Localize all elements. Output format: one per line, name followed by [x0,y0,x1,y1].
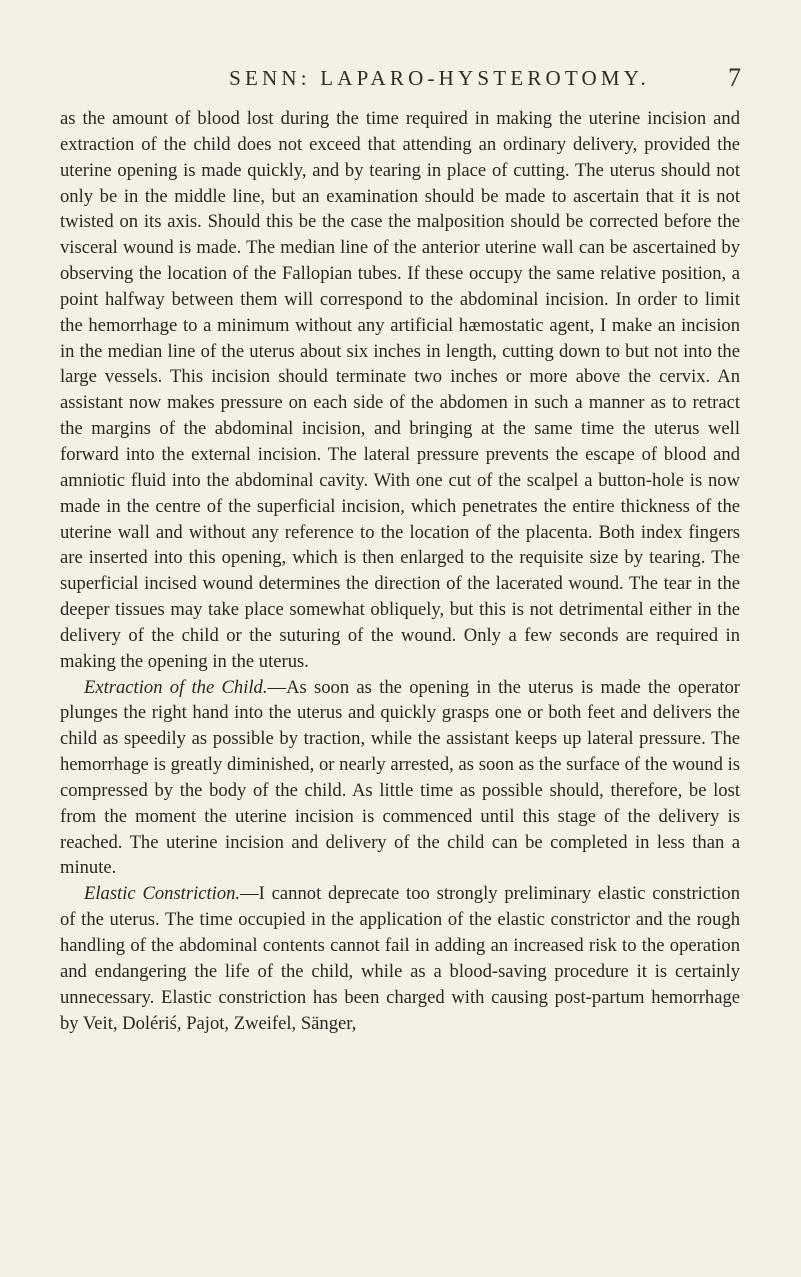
paragraph [60,881,740,1036]
running-title: SENN: LAPARO-HYSTEROTOMY. [229,65,650,90]
paragraph [60,675,740,882]
section-heading: Elastic Constriction. [84,883,241,905]
page-number: 7 [728,63,741,92]
paragraph-text: —As soon as the opening in the uterus is made the operator plunges the right hand into the uterus and quickly grasps one or both feet and delivers the child as speedily as possible by traction, while the assistant keeps up lateral pressure. The hemorrhage is greatly diminished, or nearly arrested, as soon as the surface of the wound is compressed by the body of the child. As little time as possible should, therefore, be lost from the moment the uterine incision is commenced until this stage of the delivery is reached. The uterine incision and delivery of the child can be completed in less than a minute. [60,676,740,879]
paragraph [60,106,740,675]
section-heading: Extraction of the Child. [84,676,268,698]
paragraph-text: as the amount of blood lost during the time required in making the uterine incision and extraction of the child does not exceed that attending an ordinary delivery, provided the uterine opening is made quickly, and by tearing in place of cutting. The uterus should not only be in the middle line, but an examination should be made to ascertain that it is not twisted on its axis. Should this be the case the malposition should be corrected before the visceral wound is made. The median line of the anterior uterine wall can be ascertained by observing the location of the Fallopian tubes. If these occupy the same relative position, a point halfway between them will correspond to the abdominal incision. In order to limit the hemorrhage to a minimum without any artificial hæmostatic agent, I make an incision in the median line of the uterus about six inches in length, cutting down to but not into the large vessels. This incision should terminate two inches or more above the cervix. An assistant now makes pressure on each side of the abdomen in such a manner as to retract the margins of the abdominal incision, and bringing at the same time the uterus well forward into the external incision. The lateral pressure prevents the escape of blood and amniotic fluid into the abdominal cavity. With one cut of the scalpel a button-hole is now made in the centre of the superficial incision, which penetrates the entire thickness of the uterine wall and without any reference to the location of the placenta. Both index fingers are inserted into this opening, which is then enlarged to the requisite size by tearing. The superficial incised wound determines the direction of the lacerated wound. The tear in the deeper tissues may take place somewhat obliquely, but this is not detrimental either in the delivery of the child or the suturing of the wound. Only a few seconds are required in making the opening in the uterus. [60,108,740,672]
body-text [60,106,740,1036]
paragraph-text: —I cannot deprecate too strongly preliminary elastic constriction of the uterus. The time occupied in the application of the elastic constrictor and the rough handling of the abdominal contents cannot fail in adding an increased risk to the operation and endangering the life of the child, while as a blood-saving procedure it is certainly unnecessary. Elastic constriction has been charged with causing post-partum hemorrhage by Veit, Dolériś, Pajot, Zweifel, Sänger, [60,883,740,1034]
page-header [118,58,741,98]
